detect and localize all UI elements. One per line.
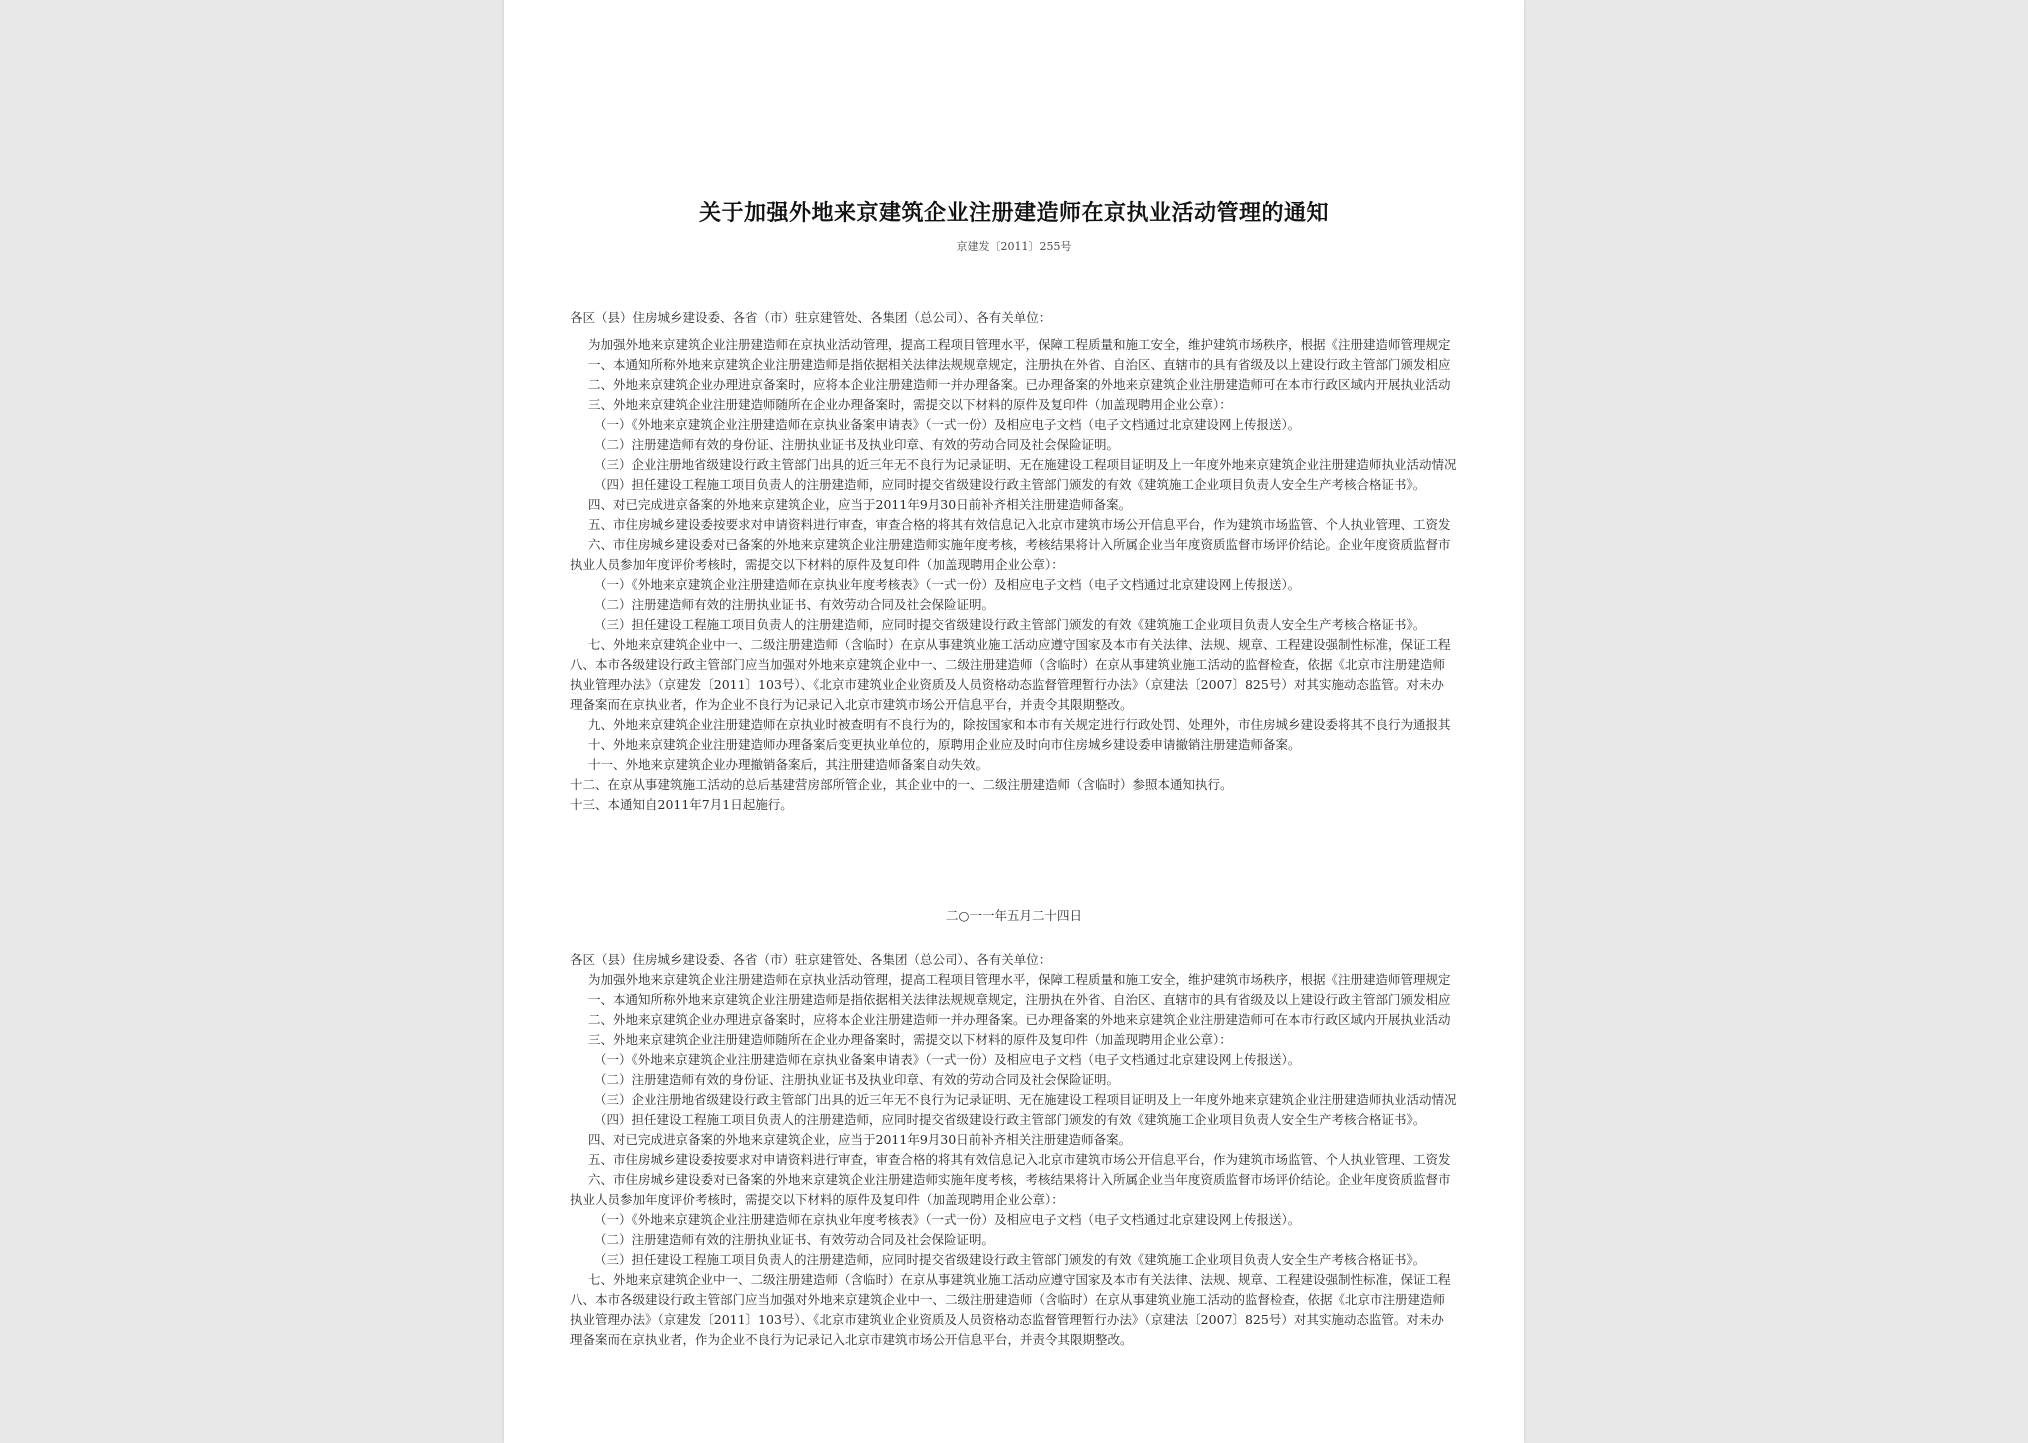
paragraph-line: 各区（县）住房城乡建设委、各省（市）驻京建管处、各集团（总公司）、各有关单位：	[570, 952, 1052, 967]
paragraph-line: （三）企业注册地省级建设行政主管部门出具的近三年无不良行为记录证明、无在施建设工程项目证明及上一年度外地来京建筑企业注册建造师执业活动情况	[594, 457, 1457, 472]
paragraph-line: 二、外地来京建筑企业办理进京备案时，应将本企业注册建造师一并办理备案。已办理备案的外地来京建筑企业注册建造师可在本市行政区域内开展执业活动	[588, 1012, 1451, 1027]
document-page	[504, 0, 1524, 1443]
paragraph-line: 十、外地来京建筑企业注册建造师办理备案后变更执业单位的，原聘用企业应及时向市住房城乡建设委申请撤销注册建造师备案。	[588, 737, 1301, 752]
paragraph-line: （二）注册建造师有效的身份证、注册执业证书及执业印章、有效的劳动合同及社会保险证明。	[594, 437, 1120, 452]
paragraph-line: 一、本通知所称外地来京建筑企业注册建造师是指依据相关法律法规规章规定，注册执在外省、自治区、直辖市的具有省级及以上建设行政主管部门颁发相应	[588, 357, 1451, 372]
paragraph-line: （二）注册建造师有效的注册执业证书、有效劳动合同及社会保险证明。	[594, 1232, 995, 1247]
paragraph-line: 七、外地来京建筑企业中一、二级注册建造师（含临时）在京从事建筑业施工活动应遵守国家及本市有关法律、法规、规章、工程建设强制性标准，保证工程	[588, 1272, 1451, 1287]
paragraph-line: 各区（县）住房城乡建设委、各省（市）驻京建管处、各集团（总公司）、各有关单位：	[570, 310, 1052, 325]
paragraph-line: 十三、本通知自2011年7月1日起施行。	[570, 797, 793, 812]
paragraph-line: 六、市住房城乡建设委对已备案的外地来京建筑企业注册建造师实施年度考核，考核结果将计入所属企业当年度资质监督市场评价结论。企业年度资质监督市	[588, 1172, 1451, 1187]
paragraph-line: （三）担任建设工程施工项目负责人的注册建造师，应同时提交省级建设行政主管部门颁发的有效《建筑施工企业项目负责人安全生产考核合格证书》。	[594, 617, 1426, 632]
paragraph-line: 理备案而在京执业者，作为企业不良行为记录记入北京市建筑市场公开信息平台，并责令其限期整改。	[570, 1332, 1133, 1347]
paragraph-line: 执业管理办法》（京建发〔2011〕103号）、《北京市建筑业企业资质及人员资格动态监督管理暂行办法》（京建法〔2007〕825号）对其实施动态监管。对未办	[570, 677, 1444, 692]
paragraph-line: （二）注册建造师有效的注册执业证书、有效劳动合同及社会保险证明。	[594, 597, 995, 612]
notice-body-section-1	[570, 308, 1470, 815]
paragraph-line: （四）担任建设工程施工项目负责人的注册建造师，应同时提交省级建设行政主管部门颁发的有效《建筑施工企业项目负责人安全生产考核合格证书》。	[594, 477, 1426, 492]
paragraph-line: （一）《外地来京建筑企业注册建造师在京执业年度考核表》（一式一份）及相应电子文档（电子文档通过北京建设网上传报送）。	[594, 1212, 1301, 1227]
paragraph-line: （二）注册建造师有效的身份证、注册执业证书及执业印章、有效的劳动合同及社会保险证明。	[594, 1072, 1120, 1087]
paragraph-line: （一）《外地来京建筑企业注册建造师在京执业年度考核表》（一式一份）及相应电子文档（电子文档通过北京建设网上传报送）。	[594, 577, 1301, 592]
paragraph-line: 为加强外地来京建筑企业注册建造师在京执业活动管理，提高工程项目管理水平，保障工程质量和施工安全，维护建筑市场秩序，根据《注册建造师管理规定	[588, 337, 1451, 352]
paragraph-line: 四、对已完成进京备案的外地来京建筑企业，应当于2011年9月30日前补齐相关注册建造师备案。	[588, 1132, 1132, 1147]
paragraph-line: 为加强外地来京建筑企业注册建造师在京执业活动管理，提高工程项目管理水平，保障工程质量和施工安全，维护建筑市场秩序，根据《注册建造师管理规定	[588, 972, 1451, 987]
document-date: 二○一一年五月二十四日	[946, 908, 1082, 923]
paragraph-line: 三、外地来京建筑企业注册建造师随所在企业办理备案时，需提交以下材料的原件及复印件（加盖现聘用企业公章）：	[588, 1032, 1232, 1047]
paragraph-line: 五、市住房城乡建设委按要求对申请资料进行审查，审查合格的将其有效信息记入北京市建筑市场公开信息平台，作为建筑市场监管、个人执业管理、工资发	[588, 1152, 1451, 1167]
paragraph-line: 十一、外地来京建筑企业办理撤销备案后，其注册建造师备案自动失效。	[588, 757, 989, 772]
paragraph-line: 九、外地来京建筑企业注册建造师在京执业时被查明有不良行为的，除按国家和本市有关规定进行行政处罚、处理外，市住房城乡建设委将其不良行为通报其	[588, 717, 1451, 732]
paragraph-line: 执业人员参加年度评价考核时，需提交以下材料的原件及复印件（加盖现聘用企业公章）：	[570, 557, 1064, 572]
document-number: 京建发〔2011〕255号	[956, 240, 1072, 253]
paragraph-line: 一、本通知所称外地来京建筑企业注册建造师是指依据相关法律法规规章规定，注册执在外省、自治区、直辖市的具有省级及以上建设行政主管部门颁发相应	[588, 992, 1451, 1007]
paragraph-line: （三）企业注册地省级建设行政主管部门出具的近三年无不良行为记录证明、无在施建设工程项目证明及上一年度外地来京建筑企业注册建造师执业活动情况	[594, 1092, 1457, 1107]
paragraph-line: 四、对已完成进京备案的外地来京建筑企业，应当于2011年9月30日前补齐相关注册建造师备案。	[588, 497, 1132, 512]
paragraph-line: （一）《外地来京建筑企业注册建造师在京执业备案申请表》（一式一份）及相应电子文档（电子文档通过北京建设网上传报送）。	[594, 1052, 1301, 1067]
paragraph-line: 三、外地来京建筑企业注册建造师随所在企业办理备案时，需提交以下材料的原件及复印件（加盖现聘用企业公章）：	[588, 397, 1232, 412]
paragraph-line: （一）《外地来京建筑企业注册建造师在京执业备案申请表》（一式一份）及相应电子文档（电子文档通过北京建设网上传报送）。	[594, 417, 1301, 432]
paragraph-line: 八、本市各级建设行政主管部门应当加强对外地来京建筑企业中一、二级注册建造师（含临时）在京从事建筑业施工活动的监督检查，依据《北京市注册建造师	[570, 1292, 1446, 1307]
paragraph-line: 二、外地来京建筑企业办理进京备案时，应将本企业注册建造师一并办理备案。已办理备案的外地来京建筑企业注册建造师可在本市行政区域内开展执业活动	[588, 377, 1451, 392]
paragraph-line: 八、本市各级建设行政主管部门应当加强对外地来京建筑企业中一、二级注册建造师（含临时）在京从事建筑业施工活动的监督检查，依据《北京市注册建造师	[570, 657, 1446, 672]
paragraph-line: （三）担任建设工程施工项目负责人的注册建造师，应同时提交省级建设行政主管部门颁发的有效《建筑施工企业项目负责人安全生产考核合格证书》。	[594, 1252, 1426, 1267]
notice-body-section-2	[570, 950, 1470, 1350]
paragraph-line: 执业人员参加年度评价考核时，需提交以下材料的原件及复印件（加盖现聘用企业公章）：	[570, 1192, 1064, 1207]
paragraph-line: 理备案而在京执业者，作为企业不良行为记录记入北京市建筑市场公开信息平台，并责令其限期整改。	[570, 697, 1133, 712]
paragraph-line: 五、市住房城乡建设委按要求对申请资料进行审查，审查合格的将其有效信息记入北京市建筑市场公开信息平台，作为建筑市场监管、个人执业管理、工资发	[588, 517, 1451, 532]
paragraph-line: 执业管理办法》（京建发〔2011〕103号）、《北京市建筑业企业资质及人员资格动态监督管理暂行办法》（京建法〔2007〕825号）对其实施动态监管。对未办	[570, 1312, 1444, 1327]
paragraph-line: 七、外地来京建筑企业中一、二级注册建造师（含临时）在京从事建筑业施工活动应遵守国家及本市有关法律、法规、规章、工程建设强制性标准，保证工程	[588, 637, 1451, 652]
document-title: 关于加强外地来京建筑企业注册建造师在京执业活动管理的通知	[698, 200, 1329, 226]
paragraph-line: 十二、在京从事建筑施工活动的总后基建营房部所管企业，其企业中的一、二级注册建造师（含临时）参照本通知执行。	[570, 777, 1233, 792]
paragraph-line: 六、市住房城乡建设委对已备案的外地来京建筑企业注册建造师实施年度考核，考核结果将计入所属企业当年度资质监督市场评价结论。企业年度资质监督市	[588, 537, 1451, 552]
paragraph-line: （四）担任建设工程施工项目负责人的注册建造师，应同时提交省级建设行政主管部门颁发的有效《建筑施工企业项目负责人安全生产考核合格证书》。	[594, 1112, 1426, 1127]
